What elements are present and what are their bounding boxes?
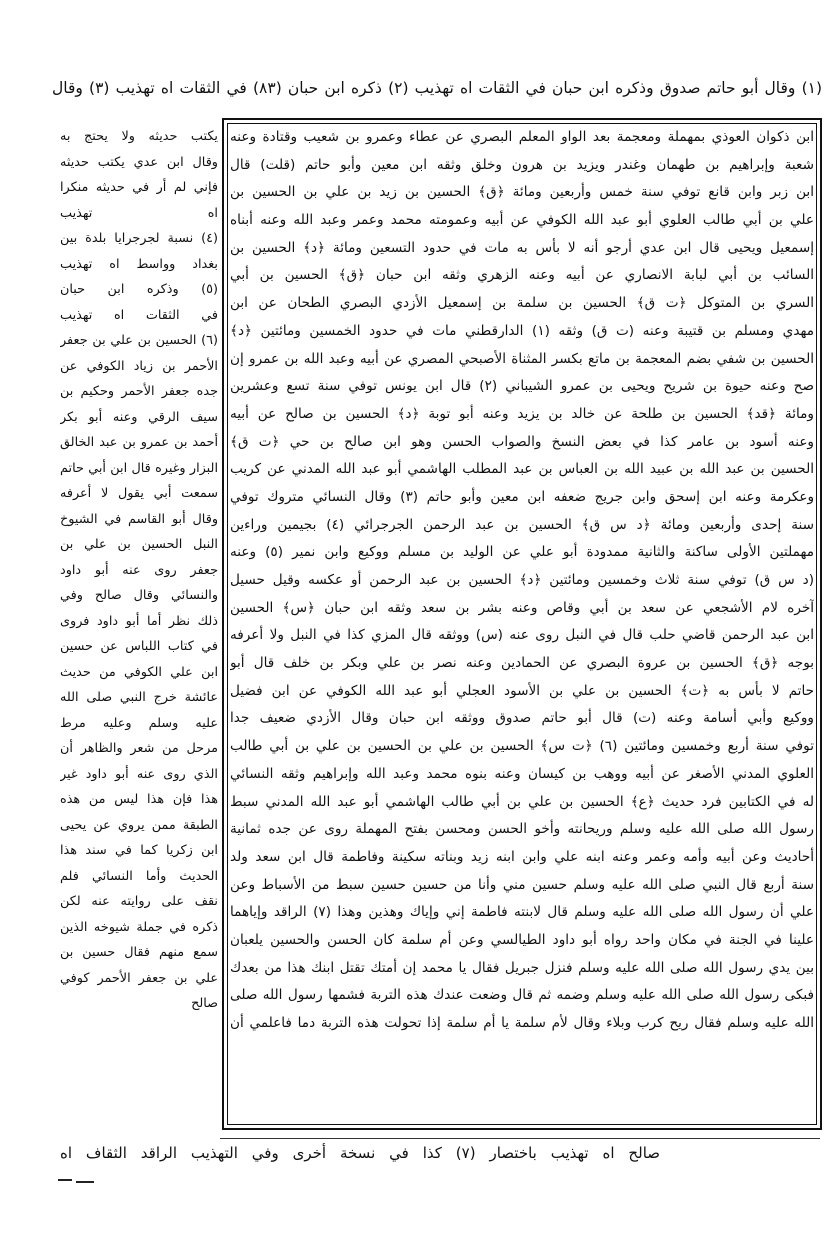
main-text-line: أحاديث وعن أبيه وأمه وعمر وعنه ابنه علي وابن ابنه زيد وبناته سكينة وفاطمة قال ابن سعد ولد [230, 848, 814, 865]
top-footnote-line: (١) وقال أبو حاتم صدوق وذكره ابن حبان في الثقات اه تهذيب (٢) ذكره ابن حبان (٨٣) في الثقات اه تهذيب (٣) وقال [52, 79, 822, 97]
main-text-line: فبكى رسول الله صلى الله عليه وسلم وضمه ثم قال وضعت عندك هذه التربة فشمها رسول الله صلى [230, 987, 814, 1004]
margin-note-line: ذلك نظر أما أبو داود فروى [60, 613, 218, 629]
margin-note-line: نقف على روايته عنه لكن [60, 894, 218, 909]
margin-note-line: سمع منهم فقال حسين بن [60, 945, 218, 960]
main-text-line: علينا في الجنة في مكان واحد رواه أبو داود الطيالسي وعن أم سلمة كان الحسن والحسين يلعبان [230, 931, 814, 948]
main-text-line: بين يدي رسول الله صلى الله عليه وسلم فنزل جبريل فقال يا محمد إن أمتك تقتل ابنك هذا من بعدك [230, 959, 814, 976]
bottom-footnote-line: صالح اه تهذيب باختصار (٧) كذا في نسخة أخرى وفي التهذيب الراقد الثقاف اه [60, 1144, 660, 1162]
margin-note-line: (٤) نسبة لجرجرايا بلدة بين [60, 231, 218, 246]
main-text-line: السري بن المتوكل ﴿ت ق﴾ الحسين بن سلمة بن إسمعيل الأزدي البصري الطحان عن ابن [230, 295, 814, 312]
margin-note-line: الطبقة ممن يروي عن يحيى [60, 817, 218, 833]
margin-note-line: عليه وسلم وعليه مرط [60, 715, 218, 731]
margin-note-line: سمعت أبي يقول لا أعرفه [60, 486, 218, 501]
main-text-line: له في الكتابين فرد حديث ﴿ع﴾ الحسين بن علي بن أبي طالب الهاشمي أبو عبد الله المدني سبط [230, 793, 814, 810]
print-smudge-mark [58, 1176, 98, 1186]
margin-note-line: ابن زكريا كما في سند هذا [60, 843, 218, 858]
main-text-line: مهدي ومسلم بن قتيبة وعنه (ت ق) وثقه (١) الدارقطني مات في حدود الخمسين ومائتين ﴿د﴾ [230, 322, 814, 339]
main-text-block [230, 124, 814, 1124]
main-text-line: علي أن رسول الله صلى الله عليه وسلم قال لابنته فاطمة إني وإياك وهذين وهذا (٧) الراقد وإياهما [230, 904, 814, 921]
main-text-line: الله عليه وسلم فقال ريح كرب وبلاء وقال لأم سلمة يا أم سلمة إذا تحولت هذه التربة دما فاعلمي أن [230, 1015, 814, 1031]
main-text-line: ابن ذكوان العوذي بمهملة ومعجمة بعد الواو المعلم البصري عن عطاء وعمرو بن شعيب وقتادة وعنه [230, 129, 814, 145]
margin-note-line: سيف الرقي وعنه أبو بكر [60, 409, 218, 425]
margin-note-line: اه تهذيب [60, 205, 218, 221]
main-text-line: ابن عبد الرحمن قاضي حلب قال في النبل روى عنه (س) ووثقه قال المزي كذا في النبل ولا أعرفه [230, 627, 814, 644]
main-text-line: علي بن أبي طالب العلوي أبو عبد الله الكوفي عن أبيه وعمومته محمد وعمر وعبد الله وعنه أبناه [230, 212, 814, 229]
main-text-line: وعكرمة وعنه ابن إسحق وابن جريج ضعفه ابن معين وأبو حاتم (٣) وقال النسائي متروك توفي [230, 488, 814, 505]
main-text-line: ووكيع وأبي أسامة وعنه (ت) قال أبو حاتم صدوق ووثقه ابن حبان وقال الأزدي ضعيف جدا [230, 710, 814, 727]
margin-note-line: علي بن جعفر الأحمر كوفي [60, 970, 218, 986]
main-text-line: إسمعيل ويحيى قال ابن عدي أرجو أنه لا بأس به مات في حدود التسعين ومائة ﴿د﴾ الحسين بن [230, 239, 814, 256]
margin-note-line: الأحمر بن زياد الكوفي عن [60, 358, 218, 374]
margin-note-line: البزار وغيره قال ابن أبي حاتم [60, 460, 218, 476]
main-text-line: وعنه أسود بن عامر كذا في بعض النسخ والصواب الحسن وهو ابن صالح بن حي ﴿ت ق﴾ [230, 433, 814, 450]
margin-note-line: صالح [191, 996, 218, 1011]
margin-note-line: في الثقات اه تهذيب [60, 307, 218, 323]
margin-note-line: ابن علي الكوفي من حديث [60, 664, 218, 680]
main-text-line: ومائة ﴿قد﴾ الحسين بن طلحة عن خالد بن يزيد وعنه أبو توبة ﴿د﴾ الحسين بن صالح عن أبيه [230, 405, 814, 422]
main-text-line: بوجه ﴿ق﴾ الحسين بن عروة البصري عن الحمادين وعنه نصر بن علي وبكر بن خلف قال أبو [230, 655, 814, 672]
margin-note-line: جده جعفر الأحمر وحكيم بن [60, 384, 218, 399]
margin-note-line: والنسائي وقال صالح وفي [60, 588, 218, 603]
margin-note-line: بغداد وواسط اه تهذيب [60, 256, 218, 272]
main-text-line: (د س ق) توفي سنة ثلاث وخمسين ومائتين ﴿د﴾ الحسين بن عبد الرحمن أو عكسه وقيل حسيل [230, 572, 814, 588]
margin-note-line: جعفر روى عنه أبو داود [60, 562, 218, 578]
main-text-line: رسول الله صلى الله عليه وسلم وريحانته وأخو الحسن ومحسن بفتح المهملة روى عن جده ثمانية [230, 821, 814, 838]
main-text-line: سنة إحدى وأربعين ومائة ﴿د س ق﴾ الحسين بن عبد الرحمن الجرجرائي (٤) بجيمين وراءين [230, 516, 814, 533]
margin-note-line: وقال ابن عدي يكتب حديثه [60, 154, 218, 170]
margin-notes-column [60, 124, 218, 1134]
main-text-line: السائب بن أبي لبابة الانصاري عن أبيه وعنه الزهري وثقه ابن حبان ﴿ق﴾ الحسين بن أبي [230, 267, 814, 284]
margin-note-line: فإني لم أر في حديثه منكرا [60, 180, 218, 195]
main-text-line: آخره لام الأشجعي عن سعد بن أبي وقاص وعنه بشر بن سعد وثقه ابن حبان ﴿س﴾ الحسين [230, 599, 814, 616]
margin-note-line: الحديث وأما النسائي فلم [60, 868, 218, 884]
margin-note-line: مرحل من شعر والظاهر أن [60, 741, 218, 756]
main-text-line: الحسين بن شفي بضم المعجمة بن ماتع بكسر المثناة الأصبحي المصري عن أبيه وعبد الله بن عمرو إن [230, 350, 814, 367]
margin-note-line: ذكره في جملة شيوخه الذين [60, 919, 218, 935]
margin-note-line: أحمد بن عمرو بن عبد الخالق [60, 435, 218, 450]
margin-note-line: وقال أبو القاسم في الشيوخ [60, 511, 218, 527]
margin-note-line: (٥) وذكره ابن حبان [60, 282, 218, 297]
margin-note-line: في كتاب اللباس عن حسين [60, 639, 218, 654]
main-text-line: حاتم لا بأس به ﴿ت﴾ الحسين بن علي بن الأسود العجلي أبو عبد الله الكوفي عن ابن فضيل [230, 682, 814, 699]
margin-note-line: يكتب حديثه ولا يحتج به [60, 129, 218, 144]
main-text-line: الحسين بن عبد الله بن عبيد الله بن العباس بن عبد المطلب الهاشمي أبو عبد الله المدني عن كريب [230, 461, 814, 478]
main-text-line: العلوي المدني الأصغر عن أبيه ووهب بن كيسان وعنه بنوه محمد وعبد الله وإبراهيم وثقه النسائي [230, 765, 814, 782]
margin-note-line: هذا فإن هذا ليس من هذه [60, 792, 218, 807]
margin-note-line: النبل الحسين بن علي بن [60, 537, 218, 552]
main-text-line: صح وعنه حيوة بن شريح ويحيى بن عمرو الشيباني (٢) قال ابن يونس توفي سنة تسع وعشرين [230, 378, 814, 395]
margin-note-line: عائشة خرج النبي صلى الله [60, 690, 218, 705]
main-text-line: شعبة وإبراهيم بن طهمان وغندر ويزيد بن هرون وخلق وثقه ابن معين وأبو حاتم (قلت) قال [230, 156, 814, 173]
main-text-line: ابن زبر وابن قانع توفي سنة خمس وأربعين ومائة ﴿ق﴾ الحسين بن زيد بن علي بن الحسين بن [230, 184, 814, 201]
margin-note-line: (٦) الحسين بن علي بن جعفر [60, 333, 218, 348]
main-text-line: توفي سنة أربع وخمسين ومائتين (٦) ﴿ت س﴾ الحسين بن علي بن الحسين بن علي بن أبي طالب [230, 738, 814, 755]
main-text-line: سنة أربع قال النبي صلى الله عليه وسلم حسين مني وأنا من حسين حسين سبط من الأسباط وعن [230, 876, 814, 893]
margin-note-line: الذي روى عنه أبو داود غير [60, 766, 218, 782]
main-text-line: مهملتين الأولى ساكنة والثانية ممدودة أبو علي عن الوليد بن مسلم ووكيع وابن نمير (٥) وعنه [230, 544, 814, 561]
